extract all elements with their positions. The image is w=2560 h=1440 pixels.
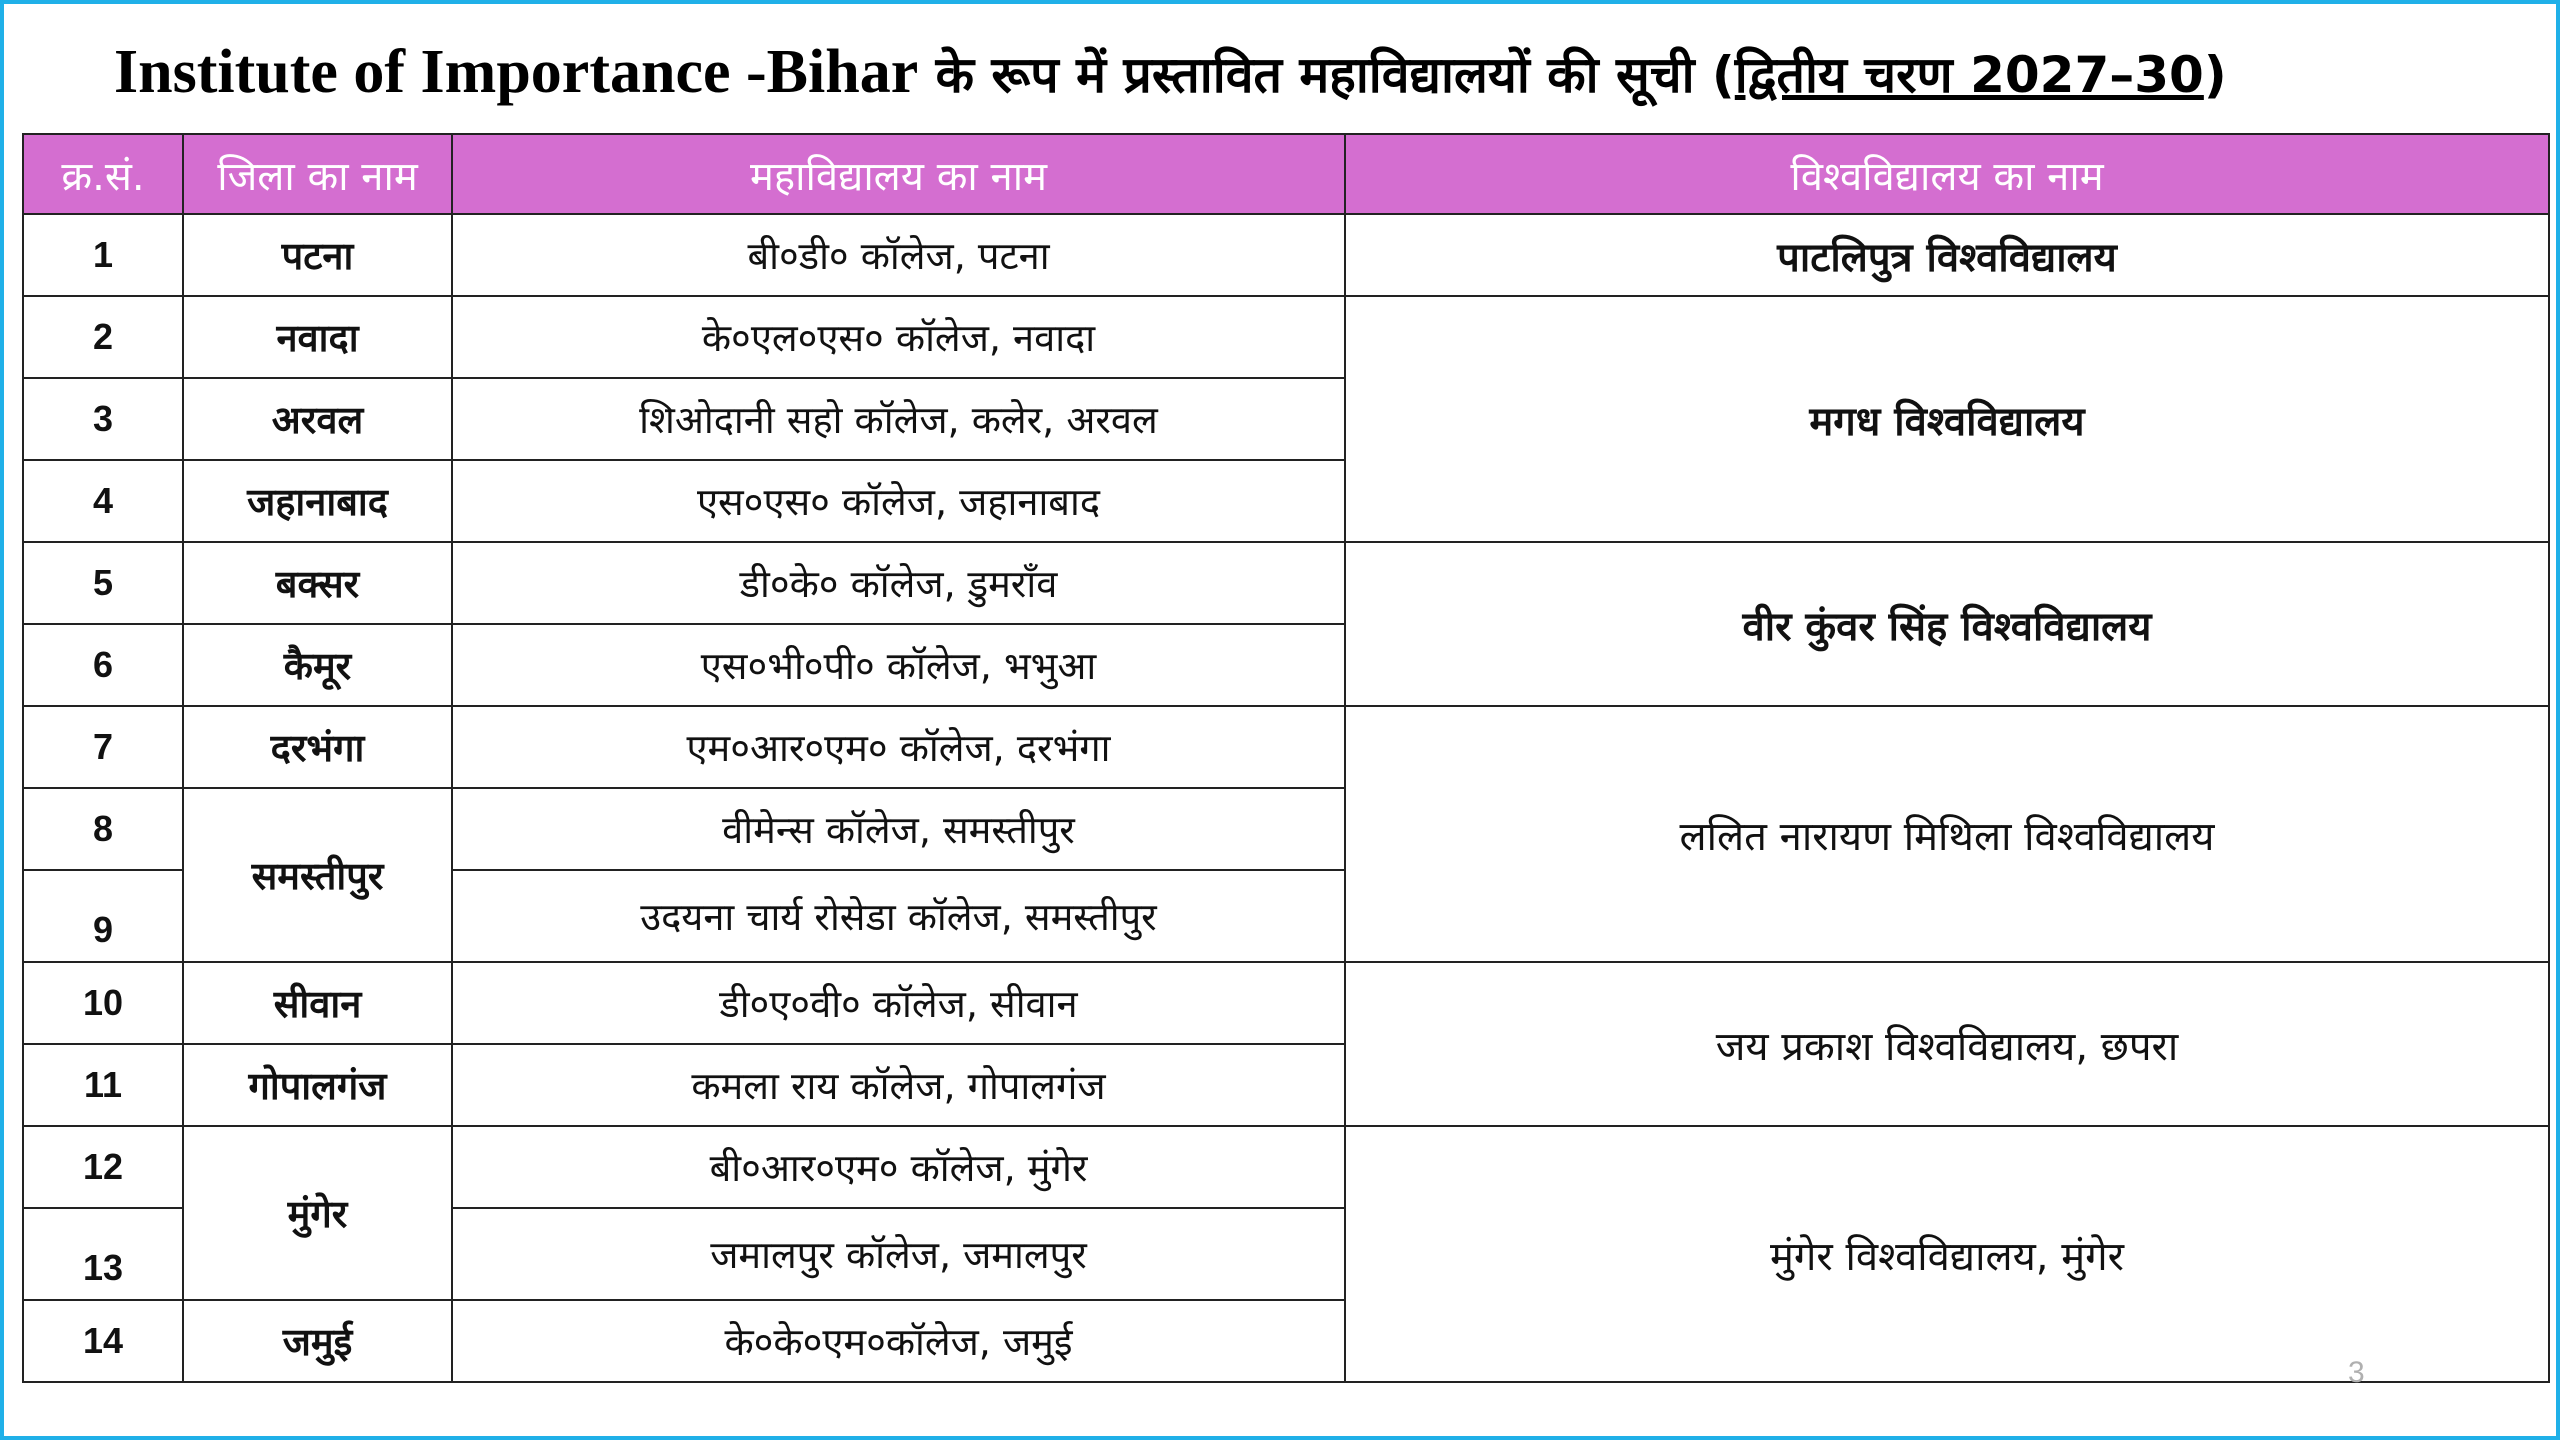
serial-cell: 14 [23,1300,183,1382]
header-serial: क्र.सं. [23,134,183,214]
district-cell: कैमूर [183,624,452,706]
title-phase: द्वितीय चरण 2027–30 [1734,46,2204,104]
district-cell: सीवान [183,962,452,1044]
college-cell: वीमेन्स कॉलेज, समस्तीपुर [452,788,1345,870]
district-cell: जहानाबाद [183,460,452,542]
college-cell: एम०आर०एम० कॉलेज, दरभंगा [452,706,1345,788]
header-row [23,134,2549,214]
district-cell: दरभंगा [183,706,452,788]
serial-cell: 13 [23,1208,183,1300]
table-row [23,962,2549,1044]
serial-cell: 10 [23,962,183,1044]
college-cell: बी०डी० कॉलेज, पटना [452,214,1345,296]
header-university: विश्वविद्यालय का नाम [1345,134,2549,214]
district-cell: गोपालगंज [183,1044,452,1126]
college-cell: के०एल०एस० कॉलेज, नवादा [452,296,1345,378]
serial-cell: 3 [23,378,183,460]
header-college: महाविद्यालय का नाम [452,134,1345,214]
district-cell: जमुई [183,1300,452,1382]
university-cell: पाटलिपुत्र विश्वविद्यालय [1345,214,2549,296]
district-cell: पटना [183,214,452,296]
serial-cell: 9 [23,870,183,962]
college-cell: उदयना चार्य रोसेडा कॉलेज, समस्तीपुर [452,870,1345,962]
district-cell: बक्सर [183,542,452,624]
university-cell: ललित नारायण मिथिला विश्वविद्यालय [1345,706,2549,962]
college-cell: बी०आर०एम० कॉलेज, मुंगेर [452,1126,1345,1208]
serial-cell: 4 [23,460,183,542]
university-cell: मगध विश्वविद्यालय [1345,296,2549,542]
title-english: Institute of Importance -Bihar [114,38,919,106]
serial-cell: 6 [23,624,183,706]
serial-cell: 7 [23,706,183,788]
table-row [23,214,2549,296]
district-cell: समस्तीपुर [183,788,452,962]
college-cell: कमला राय कॉलेज, गोपालगंज [452,1044,1345,1126]
title-close: ) [2203,46,2227,104]
college-cell: एस०भी०पी० कॉलेज, भभुआ [452,624,1345,706]
colleges-table [22,133,2550,1383]
title-hindi: के रूप में प्रस्तावित महाविद्यालयों की सूची ( [918,46,1735,104]
district-cell: मुंगेर [183,1126,452,1300]
serial-cell: 11 [23,1044,183,1126]
table-row [23,706,2549,788]
district-cell: अरवल [183,378,452,460]
table-row [23,1126,2549,1208]
university-cell: जय प्रकाश विश्वविद्यालय, छपरा [1345,962,2549,1126]
serial-cell: 5 [23,542,183,624]
serial-cell: 1 [23,214,183,296]
header-district: जिला का नाम [183,134,452,214]
page-number: 3 [2348,1356,2365,1389]
table-row [23,542,2549,624]
serial-cell: 2 [23,296,183,378]
college-cell: जमालपुर कॉलेज, जमालपुर [452,1208,1345,1300]
college-cell: एस०एस० कॉलेज, जहानाबाद [452,460,1345,542]
serial-cell: 12 [23,1126,183,1208]
serial-cell: 8 [23,788,183,870]
college-cell: शिओदानी सहो कॉलेज, कलेर, अरवल [452,378,1345,460]
college-cell: डी०ए०वी० कॉलेज, सीवान [452,962,1345,1044]
page-title [114,32,2494,112]
college-cell: के०के०एम०कॉलेज, जमुई [452,1300,1345,1382]
university-cell: मुंगेर विश्वविद्यालय, मुंगेर [1345,1126,2549,1382]
university-cell: वीर कुंवर सिंह विश्वविद्यालय [1345,542,2549,706]
table-row [23,296,2549,378]
district-cell: नवादा [183,296,452,378]
college-cell: डी०के० कॉलेज, डुमराँव [452,542,1345,624]
